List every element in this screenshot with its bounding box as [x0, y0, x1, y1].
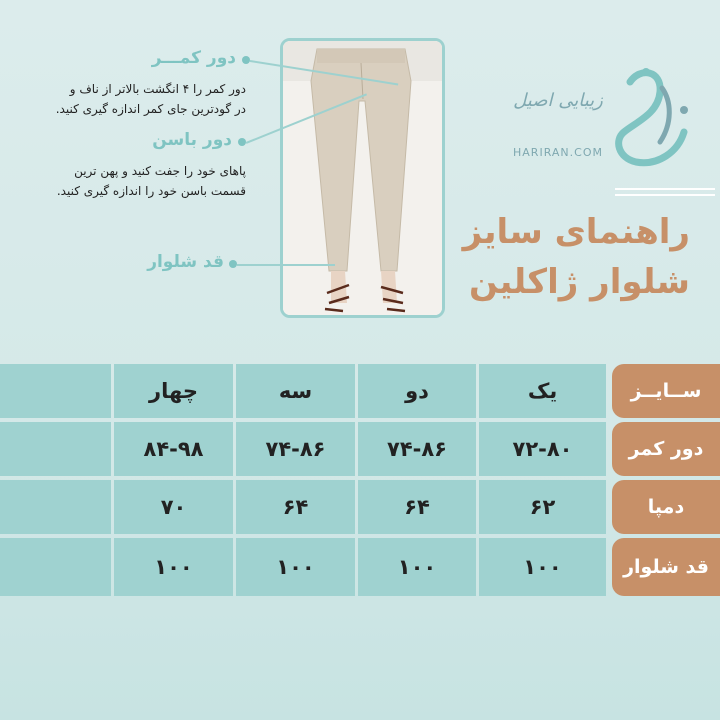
size-column-header: سه: [236, 364, 355, 418]
table-cell: [0, 422, 111, 476]
trousers-illustration: [283, 41, 442, 315]
length-row-label: قد شلوار: [612, 538, 720, 596]
waist-row-label: دور کمر: [612, 422, 720, 476]
table-cell: [0, 480, 111, 534]
table-cell: ۷۰: [114, 480, 233, 534]
brand-script-name: زیبایی اصیل: [513, 90, 603, 111]
length-leader-line: [237, 264, 335, 266]
divider-line: [615, 194, 715, 196]
hip-instructions-line1: پاهای خود را جفت کنید و پهن ترین: [74, 164, 246, 178]
table-cell: ۸۴-۹۸: [114, 422, 233, 476]
size-header-cell: ســایــز: [612, 364, 720, 418]
waist-instructions-line1: دور کمر را ۴ انگشت بالاتر از ناف و: [69, 82, 246, 96]
hip-instructions-line2: قسمت باسن خود را اندازه گیری کنید.: [56, 184, 246, 198]
size-column-header: چهار: [114, 364, 233, 418]
page-title-line1: راهنمای سایز: [462, 212, 690, 252]
size-column-header: [0, 364, 111, 418]
table-cell: ۷۴-۸۶: [358, 422, 476, 476]
brand-website: HARIRAN.COM: [513, 146, 603, 159]
table-cell: ۱۰۰: [479, 538, 606, 596]
table-cell: ۶۲: [479, 480, 606, 534]
size-column-header: یک: [479, 364, 606, 418]
page-title-line2: شلوار ژاکلین: [468, 262, 690, 302]
divider-line: [615, 188, 715, 190]
product-photo: [280, 38, 445, 318]
table-cell: [0, 538, 111, 596]
table-cell: ۱۰۰: [114, 538, 233, 596]
table-cell: ۷۴-۸۶: [236, 422, 355, 476]
hem-row-label: دمپا: [612, 480, 720, 534]
waist-instructions-line2: در گودترین جای کمر اندازه گیری کنید.: [55, 102, 246, 116]
table-cell: ۷۲-۸۰: [479, 422, 606, 476]
waist-marker-dot: [242, 56, 250, 64]
length-marker-dot: [229, 260, 237, 268]
table-cell: ۶۴: [236, 480, 355, 534]
waist-label: دور کمـــر: [151, 48, 236, 68]
brand-logo-icon: [600, 62, 700, 182]
size-column-header: دو: [358, 364, 476, 418]
hip-label: دور باسن: [152, 130, 232, 150]
table-cell: ۱۰۰: [358, 538, 476, 596]
table-cell: ۶۴: [358, 480, 476, 534]
table-cell: ۱۰۰: [236, 538, 355, 596]
length-label: قد شلوار: [147, 252, 224, 272]
